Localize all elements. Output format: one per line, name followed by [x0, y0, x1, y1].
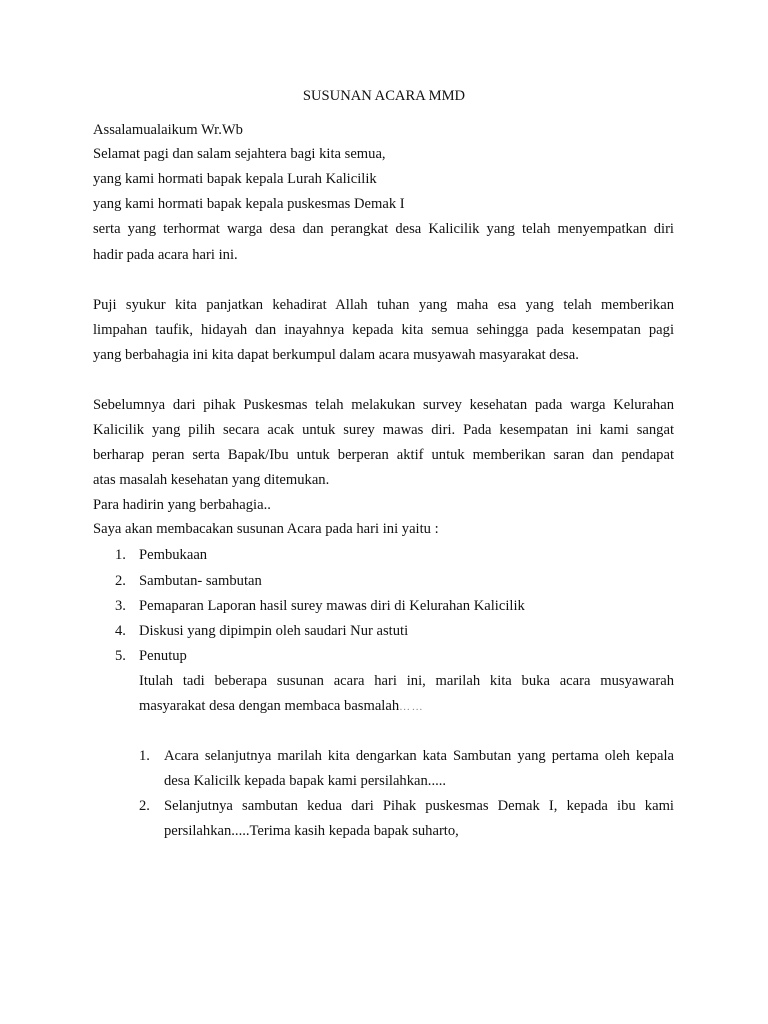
next-number: 1.: [139, 748, 150, 764]
agenda-item: Diskusi yang dipimpin oleh saudari Nur astuti: [139, 623, 409, 639]
agenda-number: 2.: [115, 573, 126, 589]
paragraph-line: atas masalah kesehatan yang ditemukan.: [93, 472, 330, 488]
next-item-line: Acara selanjutnya marilah kita dengarkan kata Sambutan yang pertama oleh kepala: [164, 748, 674, 764]
greeting: Assalamualaikum Wr.Wb: [93, 122, 243, 138]
agenda-number: 1.: [115, 547, 126, 563]
opening-line: Selamat pagi dan salam sejahtera bagi kita semua,: [93, 146, 386, 162]
paragraph-line: Kalicilik yang pilih secara acak untuk surey mawas diri. Pada kesempatan ini kami sangat: [93, 422, 674, 438]
paragraph-line: berharap peran serta Bapak/Ibu untuk berperan aktif untuk memberikan saran dan pendapat: [93, 447, 674, 463]
agenda-item: Pembukaan: [139, 547, 208, 563]
paragraph-line: Para hadirin yang berbahagia..: [93, 497, 271, 513]
paragraph-line: limpahan taufik, hidayah dan inayahnya kepada kita semua sehingga pada kesempatan pagi: [93, 322, 674, 338]
agenda-item: Penutup: [139, 648, 187, 664]
agenda-number: 5.: [115, 648, 126, 664]
paragraph-line: Puji syukur kita panjatkan kehadirat Allah tuhan yang maha esa yang telah memberikan: [93, 297, 674, 313]
opening-line: yang kami hormati bapak kepala Lurah Kalicilik: [93, 171, 377, 187]
agenda-number: 4.: [115, 623, 126, 639]
next-item-line: Selanjutnya sambutan kedua dari Pihak puskesmas Demak I, kepada ibu kami: [164, 798, 674, 814]
agenda-item: Sambutan- sambutan: [139, 573, 262, 589]
paragraph-line: Sebelumnya dari pihak Puskesmas telah melakukan survey kesehatan pada warga Kelurahan: [93, 397, 674, 413]
closing-line: Itulah tadi beberapa susunan acara hari ini, marilah kita buka acara musyawarah: [139, 673, 674, 689]
agenda-item: Pemaparan Laporan hasil surey mawas diri di Kelurahan Kalicilik: [139, 598, 525, 614]
next-number: 2.: [139, 798, 150, 814]
closing-text: masyarakat desa dengan membaca basmalah: [139, 698, 400, 714]
paragraph-line: yang berbahagia ini kita dapat berkumpul dalam acara musyawah masyarakat desa.: [93, 347, 579, 363]
paragraph-line: Saya akan membacakan susunan Acara pada hari ini yaitu :: [93, 521, 439, 537]
next-item-line: persilahkan.....Terima kasih kepada bapak suharto,: [164, 823, 459, 839]
document-title: SUSUNAN ACARA MMD: [302, 88, 466, 104]
agenda-number: 3.: [115, 598, 126, 614]
opening-line: serta yang terhormat warga desa dan perangkat desa Kalicilik yang telah menyempatkan diri: [93, 221, 674, 237]
trailing-dots: ……: [399, 701, 425, 713]
closing-line: [139, 697, 424, 716]
opening-line: yang kami hormati bapak kepala puskesmas Demak I: [93, 196, 405, 212]
next-item-line: desa Kalicilk kepada bapak kami persilahkan.....: [164, 773, 447, 789]
opening-line: hadir pada acara hari ini.: [93, 247, 238, 263]
